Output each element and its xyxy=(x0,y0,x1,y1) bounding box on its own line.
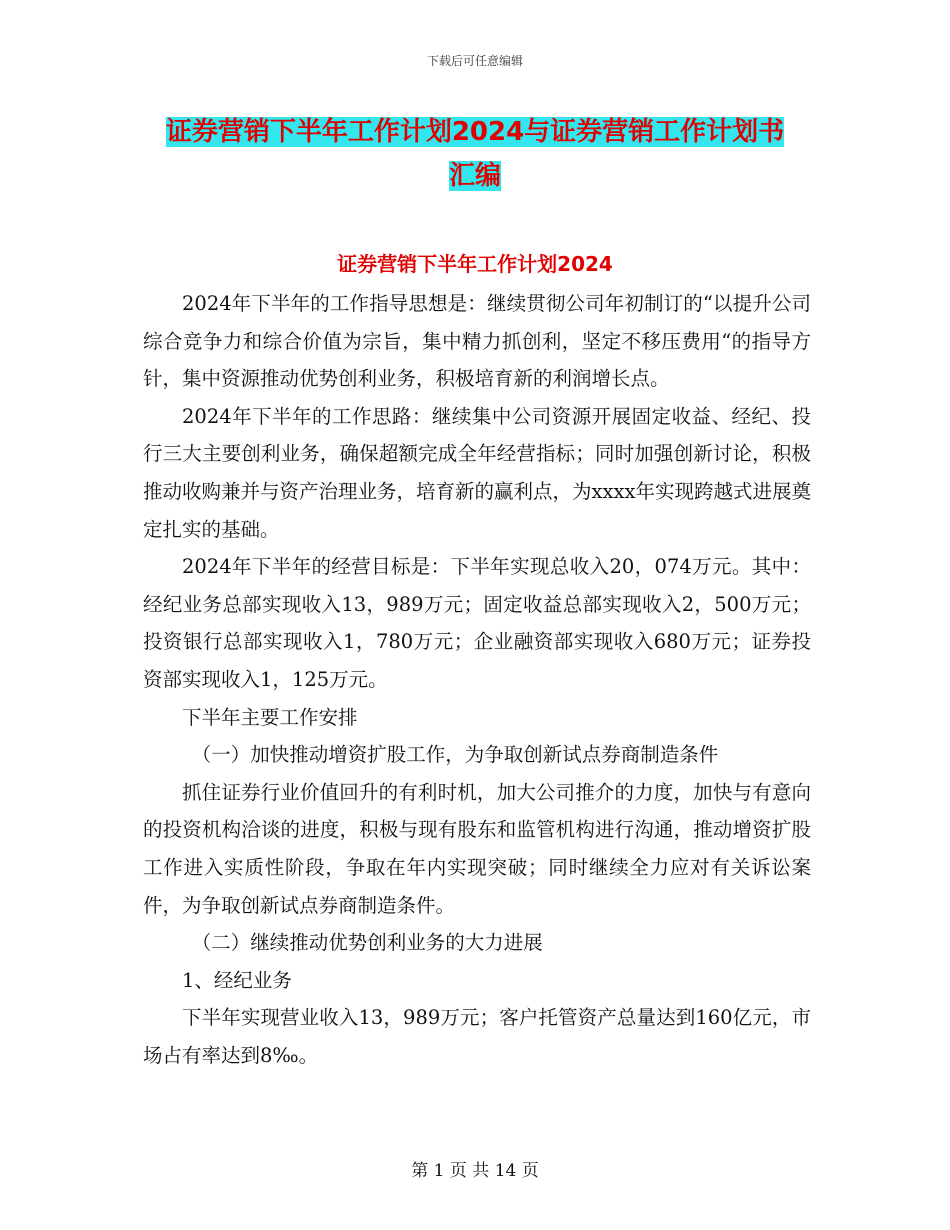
paragraph-main-arrangements: 下半年主要工作安排 xyxy=(182,705,358,729)
document-body xyxy=(143,285,811,1074)
section-heading: 证券营销下半年工作计划2024 xyxy=(337,252,613,276)
paragraph-guiding-thought: 2024年下半年的工作指导思想是：继续贯彻公司年初制订的“以提升公司综合竞争力和综合价值为宗旨，集中精力抓创利，坚定不移压费用“的指导方针，集中资源推动优势创利业务，积极培育新的利润增长点。 xyxy=(143,292,811,391)
paragraph-brokerage-heading: 1、经纪业务 xyxy=(182,968,292,992)
page-header-note: 下载后可任意编辑 xyxy=(426,54,523,68)
paragraph-work-approach: 2024年下半年的工作思路：继续集中公司资源开展固定收益、经纪、投行三大主要创利业务，确保超额完成全年经营指标；同时加强创新讨论，积极推动收购兼并与资产治理业务，培育新的赢利点，为xxxx年实现跨越式进展奠定扎实的基础。 xyxy=(143,404,811,541)
paragraph-item-1: （一）加快推动增资扩股工作，为争取创新试点券商制造条件 xyxy=(191,743,719,767)
page-number: 第 1 页 共 14 页 xyxy=(411,1161,539,1181)
paragraph-brokerage-target: 下半年实现营业收入13，989万元；客户托管资产总量达到160亿元，市场占有率达到8‰。 xyxy=(143,1006,811,1067)
document-title-line2: 汇编 xyxy=(448,161,501,191)
document-title xyxy=(140,110,810,198)
paragraph-capital-increase: 抓住证券行业价值回升的有利时机，加大公司推介的力度，加快与有意向的投资机构洽谈的进度，积极与现有股东和监管机构进行沟通，推动增资扩股工作进入实质性阶段，争取在年内实现突破；同时继续全力应对有关诉讼案件，为争取创新试点券商制造条件。 xyxy=(143,780,811,917)
document-title-line1: 证券营销下半年工作计划2024与证券营销工作计划书 xyxy=(165,117,785,147)
paragraph-business-targets: 2024年下半年的经营目标是：下半年实现总收入20，074万元。其中：经纪业务总部实现收入13，989万元；固定收益总部实现收入2，500万元；投资银行总部实现收入1，780万元；企业融资部实现收入680万元；证券投资部实现收入1，125万元。 xyxy=(143,555,811,691)
paragraph-item-2: （二）继续推动优势创利业务的大力进展 xyxy=(191,931,543,955)
